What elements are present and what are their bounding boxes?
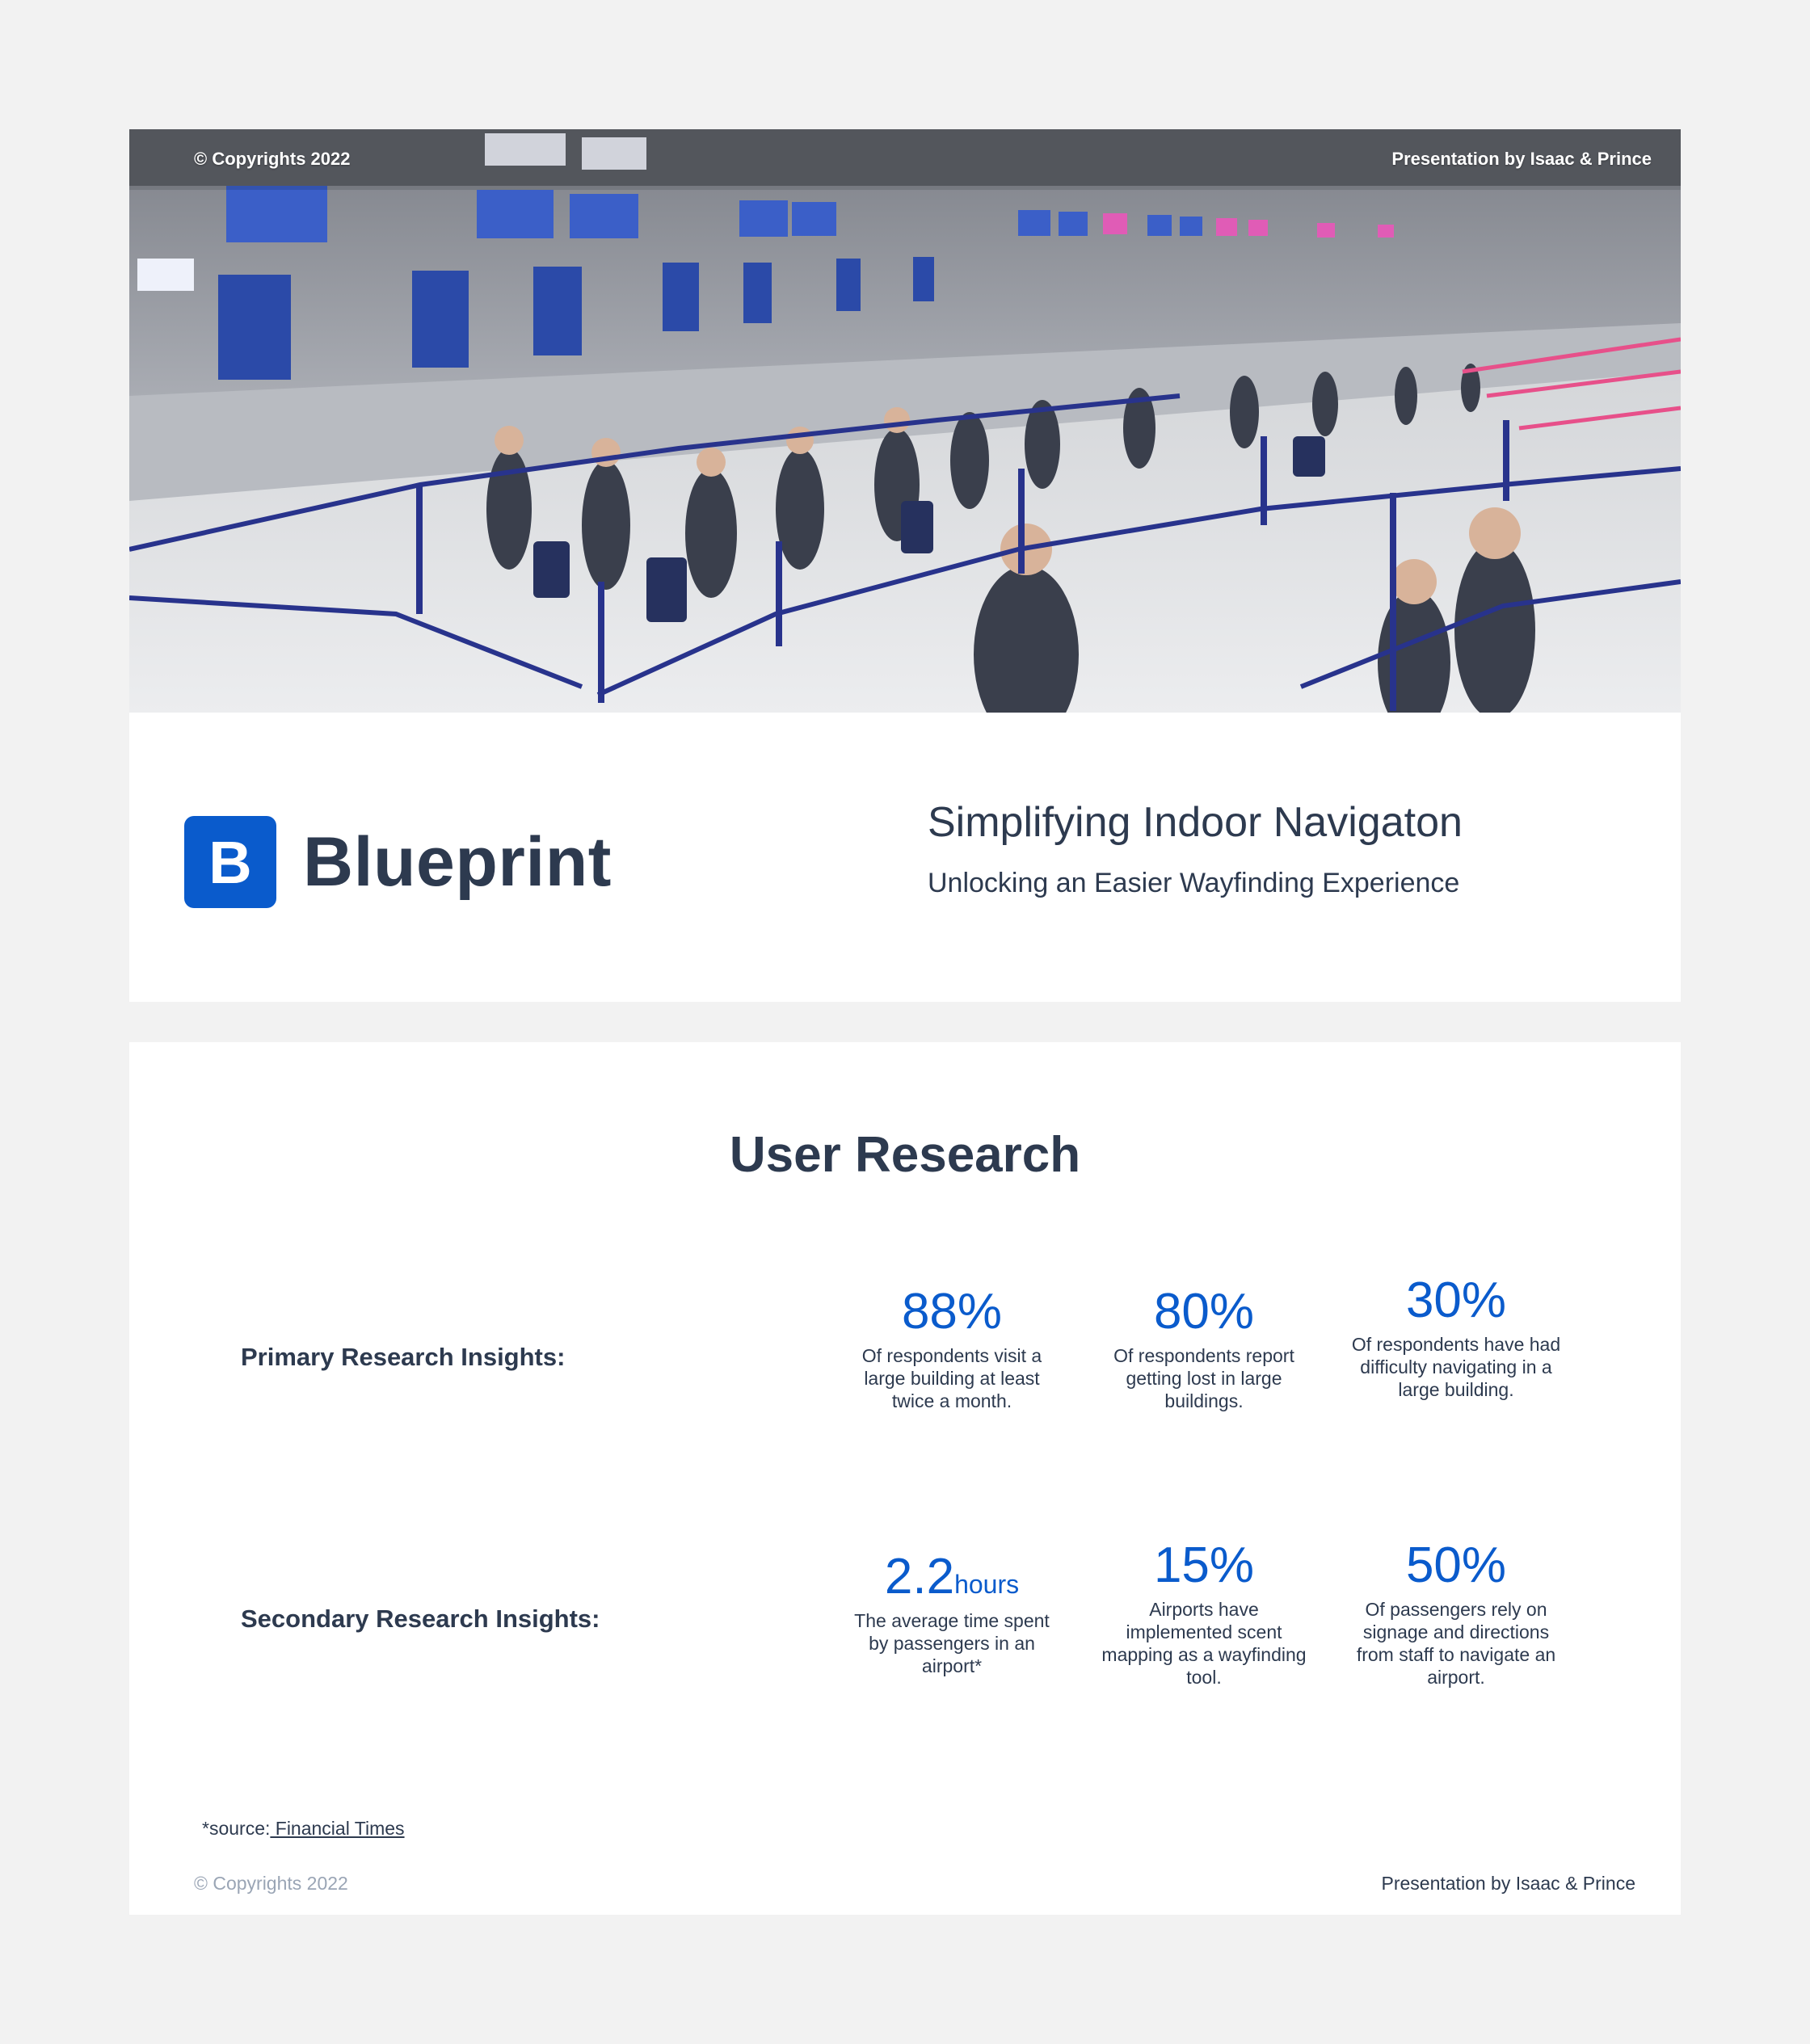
stat-description: Of passengers rely on signage and directions from staff to navigate an airport. [1356,1599,1556,1689]
stat-value: 50% [1405,1537,1507,1593]
stat-description: Airports have implemented scent mapping as a wayfinding tool. [1101,1599,1307,1689]
secondary-research-label: Secondary Research Insights: [241,1604,600,1633]
airport-check-in-hall-photo [129,129,1681,713]
stat-value-with-unit [843,1550,1061,1604]
primary-research-label: Primary Research Insights: [241,1343,566,1371]
primary-stat-1 [843,1285,1061,1412]
stat-description: Of respondents report getting lost in large buildings. [1113,1345,1294,1412]
primary-stat-3 [1347,1273,1565,1401]
stat-value: 80% [1153,1284,1255,1340]
blueprint-logo-icon [184,816,276,908]
financial-times-link[interactable]: Financial Times [270,1818,405,1839]
logo-letter: B [208,828,252,896]
hero-copyright-text: © Copyrights 2022 [194,149,351,169]
logo-wordmark: Blueprint [303,823,612,901]
stat-description: Of respondents visit a large building at least twice a month. [861,1345,1042,1412]
secondary-stat-1 [843,1550,1061,1677]
stat-description: The average time spent by passengers in an airport* [854,1610,1050,1677]
cover-slide [129,129,1681,1002]
primary-stat-2 [1095,1285,1313,1412]
footer-copyright: © Copyrights 2022 [194,1873,348,1894]
source-note [202,1818,405,1840]
airport-photo-illustration [129,129,1681,713]
cover-subtitle: Unlocking an Easier Wayfinding Experience [928,868,1460,898]
stat-value: 2.2 [884,1549,955,1604]
stat-value: 88% [901,1284,1003,1340]
stat-value: 30% [1405,1272,1507,1328]
cover-title: Simplifying Indoor Navigaton [928,799,1463,846]
secondary-stat-3 [1347,1538,1565,1689]
user-research-slide [129,1042,1681,1915]
footer-presenter: Presentation by Isaac & Prince [1381,1873,1635,1894]
secondary-stat-2 [1095,1538,1313,1689]
stat-unit: hours [954,1570,1020,1599]
hero-presenter-text: Presentation by Isaac & Prince [1391,149,1652,169]
stat-description: Of respondents have had difficulty navigating in a large building. [1351,1334,1561,1401]
stat-value: 15% [1153,1537,1255,1593]
source-prefix: *source: [202,1818,271,1839]
section-title: User Research [729,1127,1081,1183]
